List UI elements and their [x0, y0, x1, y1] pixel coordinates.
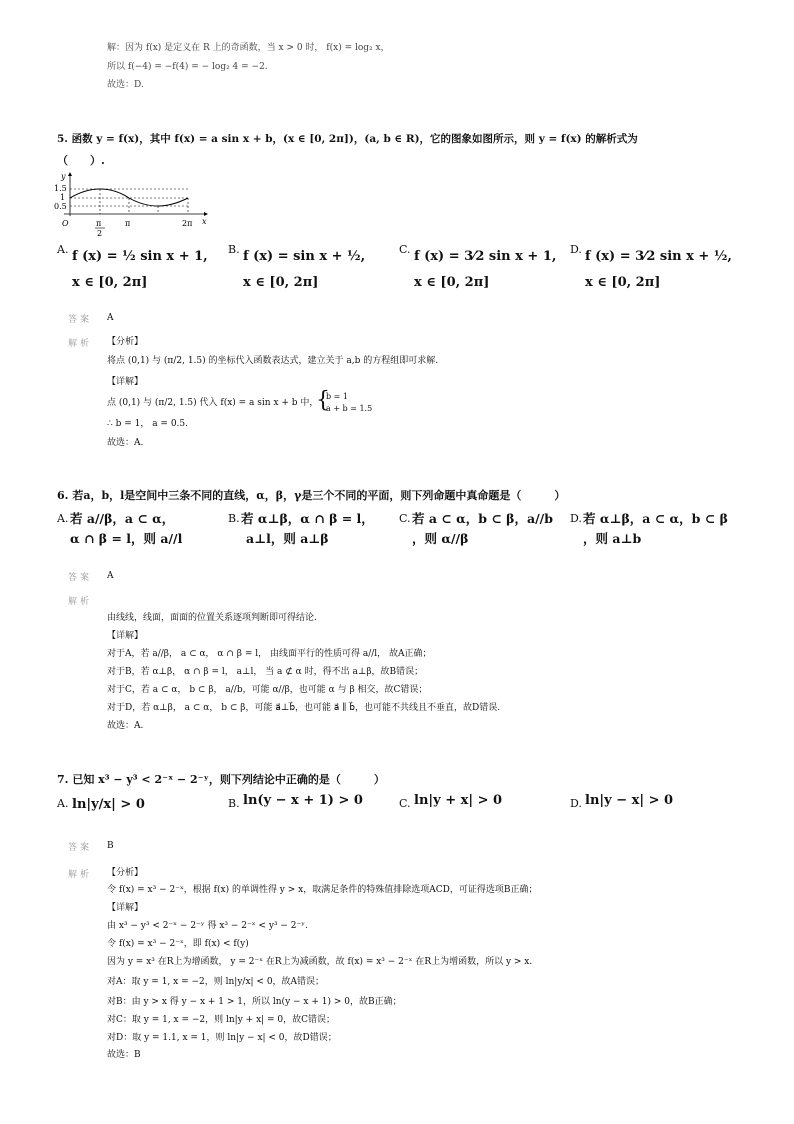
q5-option-d-letter[interactable]: D.: [570, 243, 582, 256]
q7-analysis-8: 对B：由 y > x 得 y − x + 1 > 1，所以 ln(y − x + 1) > 0，故B正确；: [107, 997, 402, 1007]
q5-analysis-1: 【分析】: [107, 337, 144, 347]
q7-analysis-1: 【分析】: [107, 868, 144, 878]
q7-analysis-10: 对D：取 y = 1.1, x = 1，则 ln|y − x| < 0，故D错误；: [107, 1033, 337, 1043]
q7-option-c-letter[interactable]: C.: [399, 797, 411, 810]
q5-option-c-line1[interactable]: f (x) = 3⁄2 sin x + 1,: [414, 249, 557, 264]
q6-option-d-line1[interactable]: 若 α⊥β，a ⊂ α，b ⊂ β: [583, 511, 728, 526]
q6-option-d-line2[interactable]: ，则 a⊥b: [583, 531, 642, 546]
q6-option-b-line1[interactable]: 若 α⊥β，α ∩ β = l，: [241, 511, 374, 526]
q5-option-c-line2[interactable]: x ∈ [0, 2π]: [414, 275, 490, 290]
x-axis-label: x: [202, 217, 207, 226]
origin-label: O: [62, 219, 69, 228]
q6-analysis-5: 对于C，若 a ⊂ α， b ⊂ β， a//b，可能 α//β，也可能 α 与 β 相交，故C错误；: [107, 685, 428, 695]
q7-option-c[interactable]: ln|y + x| > 0: [414, 793, 503, 808]
q6-analysis-label: 解析: [68, 597, 93, 607]
q5-option-b-letter[interactable]: B.: [228, 243, 240, 256]
q7-stem: 7. 已知 x³ − y³ < 2⁻ˣ − 2⁻ʸ，则下列结论中正确的是（ ）: [57, 773, 385, 786]
q5-option-a-letter[interactable]: A.: [57, 243, 69, 256]
q6-option-c-line1[interactable]: 若 a ⊂ α，b ⊂ β，a//b: [412, 511, 553, 526]
q5-analysis-3: 【详解】: [107, 377, 144, 387]
q6-option-c-line2[interactable]: ，则 α//β: [412, 531, 469, 546]
q6-option-c-letter[interactable]: C.: [399, 512, 411, 525]
q6-option-b-line2[interactable]: a⊥l，则 a⊥β: [246, 531, 329, 546]
q5-option-b-line2[interactable]: x ∈ [0, 2π]: [243, 275, 319, 290]
q6-analysis-3: 对于A，若 a//β， a ⊂ α， α ∩ β = l， 由线面平行的性质可得 a//l， 故A正确；: [107, 649, 432, 659]
q6-analysis-2: 【详解】: [107, 631, 144, 641]
q7-answer-label: 答案: [68, 843, 93, 853]
q5-system-brace: {: [316, 388, 330, 413]
q5-option-b-line1[interactable]: f (x) = sin x + ½,: [243, 249, 366, 264]
q6-option-a-line1[interactable]: 若 a//β，a ⊂ α，: [70, 511, 175, 526]
q5-stem: 5. 函数 y = f(x)，其中 f(x) = a sin x + b，(x ∈ [0, 2π])，(a, b ∈ R)，它的图象如图所示，则 y = f(x) 的解析式为: [57, 133, 638, 145]
q5-system-1: b = 1: [326, 392, 348, 401]
q6-analysis-7: 故选：A.: [107, 721, 144, 731]
y-axis-arrow: [68, 172, 72, 176]
q5-answer: A: [107, 313, 114, 323]
q7-option-a[interactable]: ln|y/x| > 0: [72, 797, 145, 812]
q5-analysis-5: ∴ b = 1， a = 0.5.: [107, 419, 189, 429]
q7-analysis-9: 对C：取 y = 1, x = −2，则 ln|y + x| = 0，故C错误；: [107, 1015, 336, 1025]
q6-option-b-letter[interactable]: B.: [228, 512, 240, 525]
prev-line-3: 故选：D.: [107, 80, 144, 90]
q5-option-c-letter[interactable]: C.: [399, 243, 411, 256]
q6-option-a-letter[interactable]: A.: [57, 512, 69, 525]
q6-option-d-letter[interactable]: D.: [570, 512, 582, 525]
q6-answer-label: 答案: [68, 573, 93, 583]
x-tick-half-pi: π: [96, 219, 102, 228]
q6-stem: 6. 若a，b，l是空间中三条不同的直线，α，β，γ是三个不同的平面，则下列命题中真命题是（ ）: [57, 489, 566, 502]
q7-analysis-4: 由 x³ − y³ < 2⁻ˣ − 2⁻ʸ 得 x³ − 2⁻ˣ < y³ − 2⁻ʸ.: [107, 921, 308, 931]
q5-analysis-4: 点 (0,1) 与 (π/2, 1.5) 代入 f(x) = a sin x + b 中，: [107, 398, 319, 408]
q5-analysis-label: 解析: [68, 339, 93, 349]
q7-option-b[interactable]: ln(y − x + 1) > 0: [243, 793, 363, 808]
q7-analysis-7: 对A：取 y = 1, x = −2，则 ln|y/x| < 0，故A错误；: [107, 977, 325, 987]
q5-analysis-6: 故选：A.: [107, 438, 144, 448]
q5-option-d-line1[interactable]: f (x) = 3⁄2 sin x + ½,: [585, 249, 732, 264]
y-tick-1-5: 1.5: [54, 184, 67, 193]
q5-option-d-line2[interactable]: x ∈ [0, 2π]: [585, 275, 661, 290]
x-tick-pi: π: [125, 219, 131, 228]
q7-option-d[interactable]: ln|y − x| > 0: [585, 793, 674, 808]
q7-analysis-2: 令 f(x) = x³ − 2⁻ˣ，根据 f(x) 的单调性得 y > x，取满足条件的特殊值排除选项ACD，可证得选项B正确；: [107, 885, 538, 895]
q5-analysis-2: 将点 (0,1) 与 (π/2, 1.5) 的坐标代入函数表达式，建立关于 a,b 的方程组即可求解.: [107, 356, 439, 366]
x-tick-2pi: 2π: [182, 219, 193, 228]
q6-answer: A: [107, 571, 114, 581]
q7-analysis-11: 故选：B: [107, 1050, 141, 1060]
q5-option-a-line2[interactable]: x ∈ [0, 2π]: [72, 275, 148, 290]
q7-analysis-label: 解析: [68, 870, 93, 880]
q6-option-a-line2[interactable]: α ∩ β = l，则 a//l: [70, 531, 183, 546]
q6-analysis-4: 对于B，若 α⊥β， α ∩ β = l， a⊥l， 当 a ⊄ α 时，得不出 a⊥β，故B错误；: [107, 667, 424, 677]
q5-graph: [52, 170, 212, 240]
q7-option-a-letter[interactable]: A.: [57, 797, 69, 810]
q7-analysis-6: 因为 y = x³ 在R上为增函数， y = 2⁻ˣ 在R上为减函数，故 f(x) = x³ − 2⁻ˣ 在R上为增函数，所以 y > x.: [107, 957, 533, 967]
y-axis-label: y: [61, 172, 66, 181]
q5-answer-label: 答案: [68, 315, 93, 325]
q5-system-2: a + b = 1.5: [326, 404, 373, 413]
q6-analysis-6: 对于D，若 α⊥β， a ⊂ α， b ⊂ β，可能 a⃗⊥b⃗，也可能 a⃗ ∥ b⃗，也可能不共线且不垂直，故D错误.: [107, 703, 501, 713]
y-tick-1: 1: [60, 193, 66, 202]
prev-line-1: 解：因为 f(x) 是定义在 R 上的奇函数，当 x > 0 时， f(x) = log₂ x，: [107, 43, 390, 53]
x-tick-half-pi-den: 2: [97, 229, 103, 238]
q5-option-a-line1[interactable]: f (x) = ½ sin x + 1,: [72, 249, 208, 264]
y-tick-0-5: 0.5: [54, 202, 67, 211]
q7-option-b-letter[interactable]: B.: [228, 797, 240, 810]
q7-answer: B: [107, 841, 114, 851]
q5-stem-blank: （ ）.: [57, 154, 105, 167]
q7-analysis-5: 令 f(x) = x³ − 2⁻ˣ，即 f(x) < f(y): [107, 939, 249, 949]
q6-analysis-1: 由线线，线面，面面的位置关系逐项判断即可得结论.: [107, 613, 317, 623]
q7-analysis-3: 【详解】: [107, 903, 144, 913]
x-axis-arrow: [204, 212, 208, 216]
q7-option-d-letter[interactable]: D.: [570, 797, 582, 810]
prev-line-2: 所以 f(−4) = −f(4) = − log₂ 4 = −2.: [107, 62, 268, 72]
